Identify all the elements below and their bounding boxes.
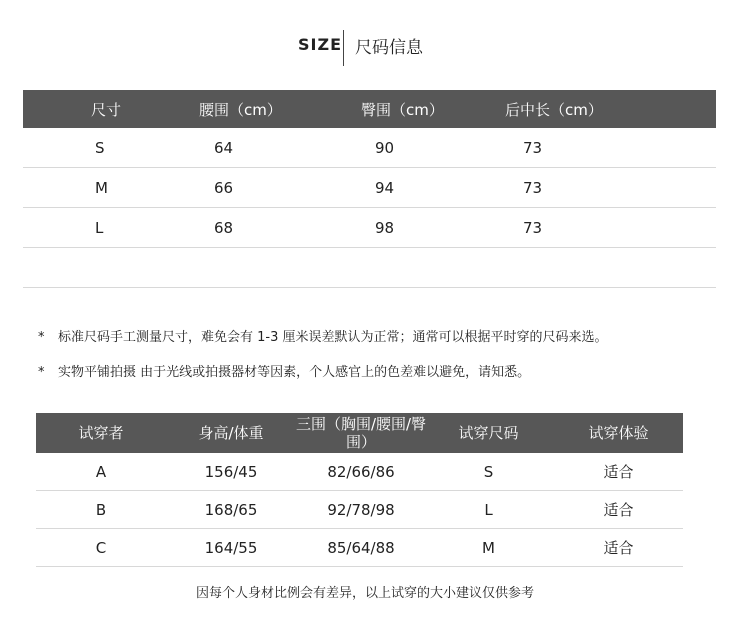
- cell-model: C: [95, 538, 107, 557]
- table-row: [36, 453, 683, 491]
- cell-waist: 68: [214, 218, 234, 237]
- header-measurements: 三围（胸围/腰围/臀围）: [295, 415, 427, 451]
- table-row: [23, 168, 716, 208]
- fit-table-header: [36, 413, 683, 453]
- note-measurement: [38, 326, 608, 345]
- header-model: 试穿者: [78, 424, 124, 442]
- cell-measurements: 85/64/88: [327, 538, 395, 557]
- title-size-info: 尺码信息: [355, 38, 423, 58]
- note-text: 实物平铺拍摄 由于光线或拍摄器材等因素，个人感官上的色差难以避免，请知悉。: [58, 365, 531, 380]
- note-color: [38, 361, 530, 380]
- footer-disclaimer: 因每个人身材比例会有差异，以上试穿的大小建议仅供参考: [195, 586, 534, 601]
- table-row: [36, 491, 683, 529]
- cell-hip: 94: [375, 178, 395, 197]
- table-row: [23, 128, 716, 168]
- cell-size: L: [95, 218, 104, 237]
- header-size: 尺寸: [91, 100, 122, 119]
- cell-height-weight: 156/45: [204, 462, 258, 481]
- note-text: 标准尺码手工测量尺寸，难免会有 1-3 厘米误差默认为正常；通常可以根据平时穿的尺码来选。: [58, 330, 608, 345]
- note-bullet: *: [38, 330, 45, 345]
- header-fit-feedback: 试穿体验: [588, 424, 649, 442]
- cell-waist: 64: [214, 138, 234, 157]
- header-length: 后中长（cm）: [505, 100, 603, 119]
- cell-measurements: 92/78/98: [327, 500, 395, 519]
- cell-fit-feedback: 适合: [603, 501, 634, 519]
- size-table: [23, 90, 716, 288]
- header-waist: 腰围（cm）: [199, 100, 282, 119]
- cell-tried-size: M: [482, 538, 495, 557]
- cell-model: A: [95, 462, 107, 481]
- cell-tried-size: L: [484, 500, 493, 519]
- cell-length: 73: [523, 218, 543, 237]
- cell-measurements: 82/66/86: [327, 462, 395, 481]
- cell-fit-feedback: 适合: [603, 539, 634, 557]
- cell-height-weight: 164/55: [204, 538, 258, 557]
- cell-waist: 66: [214, 178, 234, 197]
- cell-size: M: [95, 178, 108, 197]
- title-divider: [343, 30, 344, 66]
- header-hip: 臀围（cm）: [361, 100, 444, 119]
- cell-height-weight: 168/65: [204, 500, 258, 519]
- cell-tried-size: S: [483, 462, 494, 481]
- cell-hip: 98: [375, 218, 395, 237]
- page-title: [0, 30, 730, 66]
- cell-fit-feedback: 适合: [603, 463, 634, 481]
- table-row: [36, 529, 683, 567]
- fit-table: [36, 413, 683, 567]
- cell-hip: 90: [375, 138, 395, 157]
- cell-length: 73: [523, 178, 543, 197]
- cell-size: S: [95, 138, 105, 157]
- table-row: [23, 208, 716, 248]
- cell-model: B: [95, 500, 107, 519]
- note-bullet: *: [38, 365, 45, 380]
- title-size-label: SIZE: [298, 35, 343, 54]
- size-table-header: [23, 90, 716, 128]
- table-row-empty: [23, 248, 716, 288]
- header-tried-size: 试穿尺码: [458, 424, 519, 442]
- header-height-weight: 身高/体重: [198, 424, 264, 442]
- cell-length: 73: [523, 138, 543, 157]
